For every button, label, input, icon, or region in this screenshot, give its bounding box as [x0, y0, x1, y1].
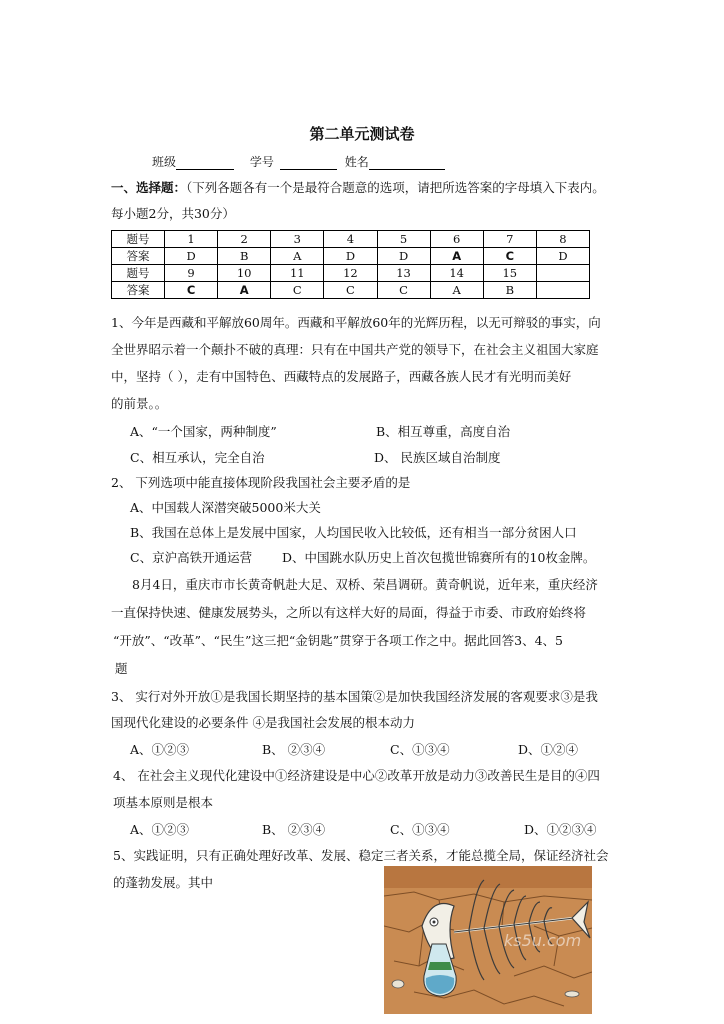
q3-line: 3、 实行对外开放①是我国长期坚持的基本国策②是加快我国经济发展的客观要求③是我 [111, 689, 598, 704]
table-cell: 答案 [112, 282, 165, 299]
q1-line: 的前景。。 [111, 396, 168, 411]
q4-line: 4、 在社会主义现代化建设中①经济建设是中心②改革开放是动力③改善民生是目的④四 [113, 768, 600, 783]
table-cell: A [271, 248, 324, 265]
table-cell: 14 [430, 265, 483, 282]
q4-option-d: D、①②③④ [524, 822, 597, 837]
table-cell: 5 [377, 231, 430, 248]
q1-line: 1、今年是西藏和平解放60周年。西藏和平解放60年的光辉历程，以无可辩驳的事实，向 [111, 315, 601, 330]
q2-stem: 2、 下列选项中能直接体现阶段我国社会主要矛盾的是 [111, 475, 411, 490]
table-cell: 15 [483, 265, 536, 282]
table-cell: D [536, 248, 589, 265]
material-line: 题 [115, 661, 128, 676]
table-cell: D [324, 248, 377, 265]
table-cell: 题号 [112, 265, 165, 282]
q2-option-b: B、我国在总体上是发展中国家，人均国民收入比较低，还有相当一部分贫困人口 [130, 525, 577, 540]
material-line: 8月4日，重庆市市长黄奇帆赴大足、双桥、荣昌调研。黄奇帆说，近年来，重庆经济 [132, 577, 598, 592]
table-cell: 10 [218, 265, 271, 282]
table-cell: 1 [165, 231, 218, 248]
table-cell: 6 [430, 231, 483, 248]
q4-option-c: C、①③④ [390, 822, 450, 837]
q5-line: 5、实践证明，只有正确处理好改革、发展、稳定三者关系，才能总揽全局，保证经济社会 [113, 848, 609, 863]
table-row [112, 282, 590, 299]
table-cell: C [271, 282, 324, 299]
table-cell [536, 265, 589, 282]
table-cell: C [165, 282, 218, 299]
table-cell: C [483, 248, 536, 265]
watermark-text: ks5u.com [504, 931, 582, 950]
instruction-text: （下列各题各有一个是最符合题意的选项，请把所选答案的字母填入下表内。 [186, 180, 605, 195]
q1-option-b: B、相互尊重，高度自治 [376, 424, 511, 439]
table-cell: A [430, 282, 483, 299]
table-cell: D [377, 248, 430, 265]
table-cell: B [483, 282, 536, 299]
table-cell: 4 [324, 231, 377, 248]
q3-line: 国现代化建设的必要条件 ④是我国社会发展的根本动力 [111, 715, 415, 730]
class-blank [176, 156, 234, 170]
q2-option-c: C、京沪高铁开通运营 [130, 550, 253, 565]
material-line: 一直保持快速、健康发展势头，之所以有这样大好的局面，得益于市委、市政府始终将 [111, 605, 587, 620]
table-cell: 13 [377, 265, 430, 282]
table-cell: D [165, 248, 218, 265]
number-label: 学号 [249, 155, 274, 169]
table-cell: 答案 [112, 248, 165, 265]
q2-option-d: D、中国跳水队历史上首次包揽世锦赛所有的10枚金牌。 [282, 550, 596, 565]
q1-option-c: C、相互承认，完全自治 [130, 450, 265, 465]
section-instruction [111, 178, 605, 196]
material-line: “开放”、“改革”、“民生”这三把“金钥匙”贯穿于各项工作之中。据此回答3、4、5 [113, 633, 563, 648]
table-cell: 7 [483, 231, 536, 248]
q4-option-a: A、①②③ [130, 822, 190, 837]
q1-line: 全世界昭示着一个颠扑不破的真理：只有在中国共产党的领导下，在社会主义祖国大家庭 [111, 342, 599, 357]
page-title: 第二单元测试卷 [309, 125, 415, 143]
q4-line: 项基本原则是根本 [113, 795, 214, 810]
table-row [112, 265, 590, 282]
table-cell: 11 [271, 265, 324, 282]
name-label: 姓名 [344, 155, 369, 169]
table-cell: 题号 [112, 231, 165, 248]
q3-option-b: B、 ②③④ [262, 742, 326, 757]
class-label: 班级 [152, 155, 177, 169]
table-cell: 12 [324, 265, 377, 282]
section-heading: 一、选择题： [111, 180, 187, 195]
table-cell: A [218, 282, 271, 299]
table-cell: B [218, 248, 271, 265]
instruction-text-2: 每小题2分，共30分） [111, 206, 235, 221]
table-cell: A [430, 248, 483, 265]
q1-line: 中，坚持（ ），走有中国特色、西藏特点的发展路子，西藏各族人民才有光明而美好 [111, 369, 572, 384]
answer-table [111, 230, 590, 299]
student-info [152, 153, 445, 170]
table-cell: 9 [165, 265, 218, 282]
fish-skeleton-cartoon [384, 866, 592, 1014]
q1-option-a: A、“一个国家，两种制度” [130, 424, 277, 439]
q5-line: 的蓬勃发展。其中 [113, 875, 214, 890]
number-blank [280, 156, 337, 170]
q2-option-a: A、中国载人深潜突破5000米大关 [130, 500, 321, 515]
name-blank [369, 156, 445, 170]
table-row [112, 248, 590, 265]
q3-option-a: A、①②③ [130, 742, 190, 757]
q4-option-b: B、 ②③④ [262, 822, 326, 837]
table-cell [536, 282, 589, 299]
q1-option-d: D、 民族区域自治制度 [374, 450, 501, 465]
table-row [112, 231, 590, 248]
table-cell: 3 [271, 231, 324, 248]
cartoon-illustration [384, 866, 592, 1014]
q3-option-d: D、①②④ [518, 742, 579, 757]
q3-option-c: C、①③④ [390, 742, 450, 757]
table-cell: C [377, 282, 430, 299]
table-cell: 2 [218, 231, 271, 248]
table-cell: 8 [536, 231, 589, 248]
table-cell: C [324, 282, 377, 299]
